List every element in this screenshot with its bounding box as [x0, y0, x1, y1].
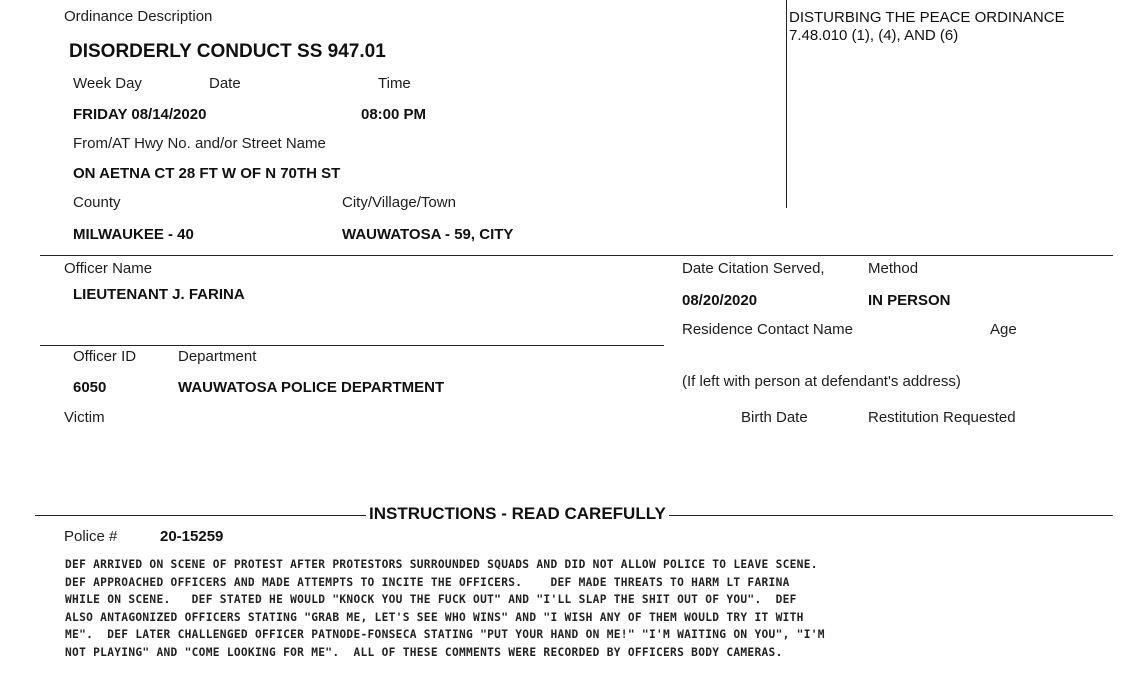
department-label: Department	[178, 348, 257, 365]
date-label: Date	[209, 75, 241, 92]
department-value: WAUWATOSA POLICE DEPARTMENT	[178, 379, 445, 396]
police-number-value: 20-15259	[160, 528, 224, 545]
narrative-line: ME". DEF LATER CHALLENGED OFFICER PATNODE-FONSECA STATING "PUT YOUR HAND ON ME!" "I'M WAITING ON YOU", "I'M	[65, 628, 825, 641]
age-label: Age	[990, 321, 1017, 338]
residence-contact-label: Residence Contact Name	[682, 321, 853, 338]
county-value: MILWAUKEE - 40	[73, 226, 194, 243]
section-divider	[40, 255, 1113, 256]
county-label: County	[73, 194, 121, 211]
city-label: City/Village/Town	[342, 194, 456, 211]
narrative-line: NOT PLAYING" AND "COME LOOKING FOR ME". ALL OF THESE COMMENTS WERE RECORDED BY OFFICERS BODY CAMERAS.	[65, 645, 783, 659]
birth-date-label: Birth Date	[741, 409, 808, 426]
officer-name-value: LIEUTENANT J. FARINA	[73, 286, 245, 303]
weekday-label: Week Day	[73, 75, 142, 92]
narrative-line: DEF ARRIVED ON SCENE OF PROTEST AFTER PROTESTORS SURROUNDED SQUADS AND DID NOT ALLOW POLICE TO LEAVE SCENE.	[65, 558, 818, 571]
ordinance-divider	[786, 0, 787, 208]
victim-label: Victim	[64, 409, 105, 426]
city-value: WAUWATOSA - 59, CITY	[342, 226, 514, 243]
narrative	[65, 556, 1085, 661]
street-value: ON AETNA CT 28 FT W OF N 70TH ST	[73, 165, 341, 182]
left-with-note: (If left with person at defendant's address)	[682, 373, 961, 390]
narrative-line: WHILE ON SCENE. DEF STATED HE WOULD "KNOCK YOU THE FUCK OUT" AND "I'LL SLAP THE SHIT OUT OF YOU". DEF	[65, 593, 797, 606]
method-label: Method	[868, 260, 919, 277]
ordinance-title: DISORDERLY CONDUCT SS 947.01	[69, 41, 386, 62]
time-value: 08:00 PM	[361, 106, 427, 123]
instructions-heading: INSTRUCTIONS - READ CAREFULLY	[366, 504, 669, 524]
narrative-line: ALSO ANTAGONIZED OFFICERS STATING "GRAB ME, LET'S SEE WHO WINS" AND "I WISH ANY OF THEM WOULD TRY IT WITH	[65, 610, 804, 624]
officer-id-label: Officer ID	[73, 348, 137, 365]
officer-divider	[40, 345, 664, 346]
police-number-label: Police #	[64, 528, 118, 545]
officer-id-value: 6050	[73, 379, 107, 396]
street-label: From/AT Hwy No. and/or Street Name	[73, 135, 326, 152]
ordinance-side-text: DISTURBING THE PEACE ORDINANCE 7.48.010 (1), (4), AND (6)	[789, 9, 1065, 44]
date-served-label: Date Citation Served,	[682, 260, 825, 277]
ordinance-description-label: Ordinance Description	[64, 8, 213, 25]
officer-name-label: Officer Name	[64, 260, 153, 277]
narrative-line: DEF APPROACHED OFFICERS AND MADE ATTEMPTS TO INCITE THE OFFICERS. DEF MADE THREATS TO HARM LT FARINA	[65, 575, 790, 589]
date-served-value: 08/20/2020	[682, 292, 758, 309]
method-value: IN PERSON	[868, 292, 951, 309]
time-label: Time	[378, 75, 411, 92]
restitution-label: Restitution Requested	[868, 409, 1016, 426]
weekday-date-value: FRIDAY 08/14/2020	[73, 106, 207, 123]
